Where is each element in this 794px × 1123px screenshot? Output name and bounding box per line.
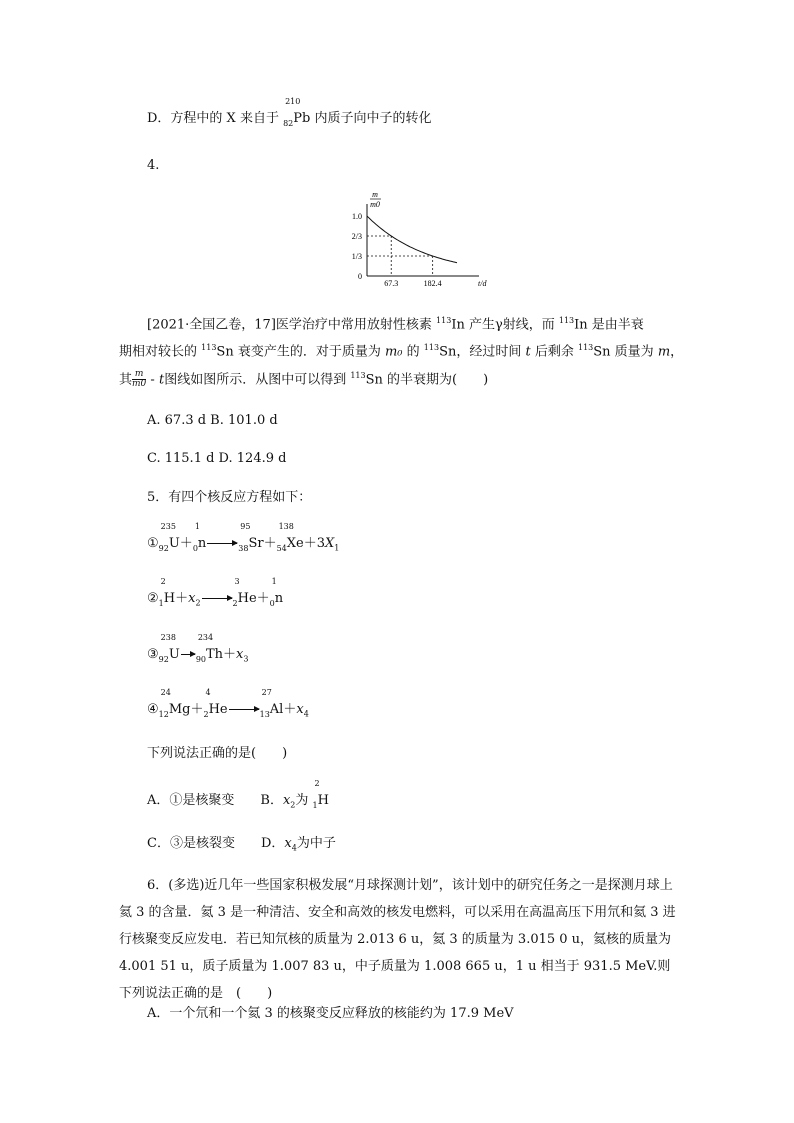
arrow-icon (207, 543, 237, 544)
y-tick-label: 1/3 (351, 252, 362, 261)
q4-options-cd: C. 115.1 d D. 124.9 d (147, 451, 287, 466)
arrow-icon (229, 709, 259, 710)
reaction-2: ② 2 $_1H+x_2$ 3 $_2$He＋ 1 $_0$n (147, 577, 284, 608)
arrow-icon (202, 598, 232, 599)
q4-options-ab: A. 67.3 d B. 101.0 d (147, 413, 278, 428)
decay-chart (340, 186, 487, 292)
mass-number: 210 (285, 97, 301, 106)
q3-option-d: D．方程中的 X 来自于 210 $_{82}$Pb 内质子向中子的转化 (147, 111, 431, 128)
q6-paragraph: 6．(多选)近几年一些国家积极发展“月球探测计划”，该计划中的研究任务之一是探测月球上氦 3 的含量．氦 3 是一种清洁、安全和高效的核发电燃料，可以采用在高温高压下用氘和氦 3 进行核聚变反应发电．若已知氘核的质量为 2.013 6 u，氦 3 的质量为 3.015 0 u，氦核的质量为 4.001 51 u，质子质量为 1.007 83 u，中子质量为 1.008 665 u，1 u 相当于 931.5 MeV.则下列说法正确的是 ( ) (119, 878, 676, 1001)
q5-stem: 5．有四个核反应方程如下： (147, 490, 312, 505)
x-tick-label: 182.4 (423, 279, 442, 288)
y-tick-label: 2/3 (351, 232, 362, 241)
reaction-4: ④ 24 $_{12}$Mg＋ 4 $_2$He 27 $_{13}Al+x_4$ (147, 688, 309, 719)
q4-number: 4. (147, 158, 160, 173)
q5-options-ab: A．①是核聚变 B．$x_2$为 2 $_1$H (147, 779, 329, 810)
y-tick-label: 0 (358, 272, 362, 281)
mass-ratio-fraction: $\frac{m}{m0}$ (132, 369, 147, 390)
q4-stem-line3: 其 $\frac{m}{m0}$ - t图线如图所示．从图中可以得到 $^{113}$Sn 的半衰期为( ) (119, 369, 489, 390)
q5-question: 下列说法正确的是( ) (147, 746, 288, 761)
y-tick-label: 1.0 (352, 212, 362, 221)
q4-stem-line2: 期相对较长的 $^{113}$Sn 衰变产生的．对于质量为 m₀ 的 $^{113}$Sn，经过时间 t 后剩余 $^{113}$Sn 质量为 m， (119, 343, 684, 360)
question-source: [2021·全国乙卷，17] (147, 317, 276, 333)
q6-option-a: A．一个氘和一个氦 3 的核聚变反应释放的核能约为 17.9 MeV (147, 1006, 514, 1021)
q5-options-cd: C．③是核裂变 D．$x_4$为中子 (147, 836, 336, 853)
y-axis-label-numerator: m (372, 190, 378, 199)
reaction-3: ③ 238 $_{92}$U 234 $_{90}Th+x_3$ (147, 633, 249, 664)
q4-stem-line1: [2021·全国乙卷，17]医学治疗中常用放射性核素 $^{113}$In 产生γ射线，而 $^{113}$In 是由半衰 (147, 316, 644, 333)
arrow-icon (181, 654, 195, 655)
atomic-number: 82 (283, 119, 294, 128)
x-axis-label: t/d (478, 279, 487, 288)
y-axis-label-denominator: m0 (370, 200, 380, 209)
reaction-1: ① 235 $_{92}$U＋ 1 $_0$n 95 $_{38}$Sr＋ 138 $_{54}Xe+3X_1$ (147, 522, 340, 553)
x-tick-label: 67.3 (384, 279, 399, 288)
